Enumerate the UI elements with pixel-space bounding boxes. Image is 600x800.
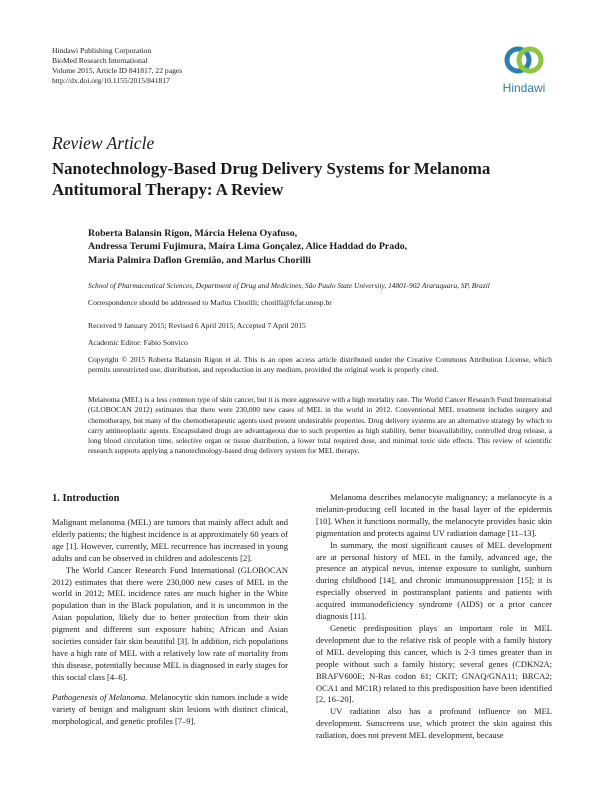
body-paragraph: Genetic predisposition plays an important role in MEL development due to the relative risk of people with a family history of MEL developing this cancer, which is 2-3 times greater than in people without such a family history; several genes (CDKN2A; BRAFV600E; N-Ras codon 61; CKIT; GNAQ/GNA11; BRCA2; OCA1 and MC1R) related to this predisposition have been identified [2, 16–20]. (316, 622, 552, 705)
copyright-notice: Copyright © 2015 Roberta Balansin Rigon et al. This is an open access article distributed under the Creative Commons Attribution License, which permits unrestricted use, distribution, and reproduction in any medium, provided the original work is properly cited. (88, 355, 552, 375)
doi-link[interactable]: http://dx.doi.org/10.1155/2015/841817 (52, 76, 170, 85)
subsection-heading: Pathogenesis of Melanoma. (52, 691, 148, 702)
left-column (52, 492, 288, 727)
subsection-text: Melanocytic skin tumors include a wide variety of benign and malignant skin lesions with distinct clinical, morphological, and genetic profiles [7–9]. (52, 691, 288, 726)
header-meta (52, 46, 182, 86)
article-title: Nanotechnology-Based Drug Delivery Systems for Melanoma Antitumoral Therapy: A Review (52, 159, 491, 199)
volume-info: Volume 2015, Article ID 841817, 22 pages (52, 66, 183, 75)
author-list (88, 227, 558, 267)
publisher-name: Hindawi Publishing Corporation (52, 46, 152, 55)
body-paragraph: UV radiation also has a profound influence on MEL development. Sunscreens use, which protect the skin against this radiation, does not prevent MEL development, because (316, 706, 552, 741)
article-dates: Received 9 January 2015; Revised 6 April 2015; Accepted 7 April 2015 (88, 321, 306, 330)
body-paragraph: Malignant melanoma (MEL) are tumors that mainly affect adult and elderly patients; the highest incidence is at approximately 60 years of age [1]. However, currently, MEL recurrence has increased in young adults and can be observed in children and adolescents [2]. (52, 517, 288, 563)
article-type: Review Article (52, 133, 155, 153)
author-line: Maria Palmira Daflon Gremião, and Marlus Chorilli (88, 254, 311, 266)
body-paragraph: In summary, the most significant causes of MEL development are at personal history of MEL in the family, advanced age, the presence an atypical nevus, intense exposure to sunlight, sunburn during childhood [14], and chronic immunosuppression [15]; it is especially observed in posttransplant patients and patients with acquired immunodeficiency syndrome (AIDS) or a prior cancer diagnosis [11]. (316, 539, 552, 622)
body-paragraph: The World Cancer Research Fund International (GLOBOCAN 2012) estimates that there were 230,000 new cases of MEL in the world in 2012; MEL incidence rates are much higher in the White population than in the Black population, and it is uncommon in the Asian population, likely due to better protection from their skin pigment and different sun exposure habits; African and Asian societies consider fair skin beautiful [3]. In addition, rich populations have a high rate of MEL with a relatively low rate of mortality from this disease, potentially because MEL is diagnosed in early stages for this social class [4–6]. (52, 564, 288, 682)
correspondence: Correspondence should be addressed to Marlus Chorilli; chorilli@fcfar.unesp.br (88, 298, 332, 307)
abstract: Melanoma (MEL) is a less common type of skin cancer, but it is more aggressive with a high mortality rate. The World Cancer Research Fund International (GLOBOCAN 2012) estimates that there were 230,000 new cases of MEL in the world in 2012. Conventional MEL treatment includes surgery and chemotherapy, but many of the chemotherapeutic agents used present undesirable properties. Drug delivery systems are an alternative strategy by which to carry antineoplastic agents. Encapsulated drugs are advantageous due to such properties as high stability, better bioavailability, controlled drug release, a long blood circulation time, selective organ or tissue distribution, a lower total required dose, and minimal toxic side effects. This review of scientific research supports applying a nanotechnology-based drug delivery system for MEL therapy. (88, 395, 552, 456)
academic-editor: Academic Editor: Fabio Sonvico (88, 338, 188, 347)
hindawi-logo-icon (502, 40, 546, 80)
journal-name: BioMed Research International (52, 56, 148, 65)
author-line: Roberta Balansin Rigon, Márcia Helena Oyafuso, (88, 228, 298, 239)
affiliation: School of Pharmaceutical Sciences, Department of Drug and Medicines, São Paulo State University, 14801-902 Araraquara, SP, Brazil (88, 281, 490, 290)
body-paragraph (52, 692, 288, 728)
author-line: Andressa Terumi Fujimura, Maíra Lima Gonçalez, Alice Haddad do Prado, (88, 241, 408, 253)
hindawi-logo (496, 40, 552, 100)
right-column (316, 492, 552, 742)
section-heading: 1. Introduction (52, 493, 120, 504)
body-paragraph: Melanoma describes melanocyte malignancy; a melanocyte is a melanin-producing cell located in the basal layer of the epidermis [10]. When it functions normally, the melanocyte provides basic skin pigmentation and protects against UV radiation damage [11–13]. (316, 492, 552, 538)
logo-wordmark: Hindawi (502, 81, 546, 95)
